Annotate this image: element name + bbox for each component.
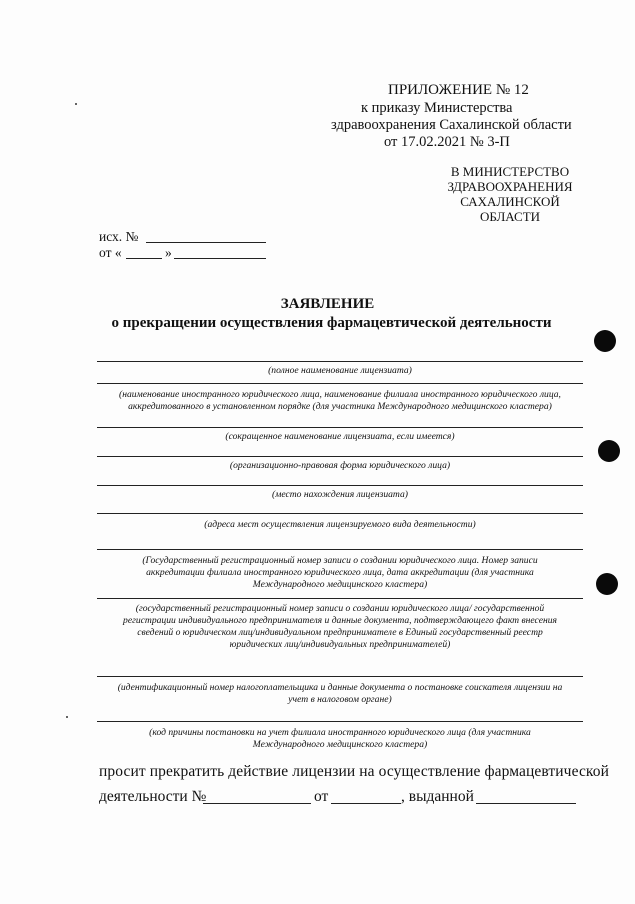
addressee-line: ОБЛАСТИ — [479, 209, 541, 224]
outgoing-month-field[interactable] — [174, 258, 266, 259]
addressee-line: САХАЛИНСКОЙ — [460, 194, 560, 209]
caption-registration-1: (Государственный регистрационный номер записи о создании юридического лица. Номер записи — [142, 555, 538, 566]
license-date-field[interactable] — [331, 803, 401, 804]
order-reference-line2: здравоохранения Сахалинской области — [331, 117, 572, 133]
field-line-legal-form[interactable] — [97, 456, 583, 457]
request-text-line1: просит прекратить действие лицензии на осуществление фармацевтической — [99, 763, 610, 780]
document-subtitle: о прекращении осуществления фармацевтической деятельности — [111, 315, 552, 331]
caption-state-registration-4: юридических лиц/индивидуальных предпринимателей) — [229, 639, 451, 650]
field-line-short-name[interactable] — [97, 427, 583, 428]
request-from-label: от — [314, 788, 329, 805]
order-reference-line3: от 17.02.2021 № 3-П — [384, 134, 510, 150]
field-line-state-registration[interactable] — [97, 598, 583, 599]
scan-speck — [66, 716, 68, 718]
caption-foreign-entity-1: (наименование иностранного юридического лица, наименование филиала иностранного юридического лица, — [119, 389, 561, 400]
addressee-line: ЗДРАВООХРАНЕНИЯ — [447, 179, 573, 194]
outgoing-date-label: от « — [99, 245, 122, 260]
caption-state-registration-2: регистрации индивидуального предпринимателя и данные документа, подтверждающего факт внесения — [123, 615, 557, 626]
request-license-label: деятельности № — [99, 788, 207, 805]
request-issued-label: , выданной — [401, 788, 474, 805]
punch-hole-mark — [598, 440, 620, 462]
field-line-registration-number[interactable] — [97, 549, 583, 550]
field-line-activity-addresses[interactable] — [97, 513, 583, 514]
caption-state-registration-3: сведений о юридическом лиц/индивидуальном предпринимателе в Единый государственный реестр — [137, 627, 543, 638]
caption-short-name: (сокращенное наименование лицензиата, если имеется) — [225, 431, 455, 442]
annex-header — [388, 82, 529, 99]
punch-hole-mark — [596, 573, 618, 595]
punch-hole-mark — [594, 330, 616, 352]
document-title: ЗАЯВЛЕНИЕ — [280, 296, 375, 312]
scan-speck — [75, 103, 77, 105]
outgoing-date-quote: » — [165, 245, 172, 260]
field-line-tax-id[interactable] — [97, 676, 583, 677]
caption-registration-2: аккредитации филиала иностранного юридического лица, дата аккредитации (для участника — [146, 567, 534, 578]
caption-state-registration-1: (государственный регистрационный номер записи о создании юридического лица/ государственной — [135, 603, 545, 614]
license-issuer-field[interactable] — [476, 803, 576, 804]
caption-kpp-code-2: Международного медицинского кластера) — [252, 739, 428, 750]
outgoing-day-field[interactable] — [126, 258, 162, 259]
outgoing-number-label: исх. № — [99, 229, 139, 244]
caption-kpp-code-1: (код причины постановки на учет филиала иностранного юридического лица (для участника — [149, 727, 531, 738]
field-line-location[interactable] — [97, 485, 583, 486]
order-reference-line1: к приказу Министерства — [361, 100, 513, 116]
outgoing-number-field[interactable] — [146, 242, 266, 243]
caption-legal-form: (организационно-правовая форма юридического лица) — [229, 460, 451, 471]
caption-tax-id-1: (идентификационный номер налогоплательщика и данные документа о постановке соискателя лицензии на — [117, 682, 563, 693]
caption-activity-addresses: (адреса мест осуществления лицензируемого вида деятельности) — [204, 519, 476, 530]
caption-foreign-entity-2: аккредитованного в установленном порядке (для участника Международного медицинского кластера) — [128, 401, 552, 412]
caption-location: (место нахождения лицензиата) — [272, 489, 408, 500]
license-number-field[interactable] — [203, 803, 311, 804]
annex-number: ПРИЛОЖЕНИЕ № 12 — [388, 82, 529, 98]
caption-full-name: (полное наименование лицензиата) — [268, 365, 412, 376]
addressee-line: В МИНИСТЕРСТВО — [450, 164, 570, 179]
field-line-full-name[interactable] — [97, 361, 583, 362]
caption-tax-id-2: учет в налоговом органе) — [288, 694, 392, 705]
caption-registration-3: Международного медицинского кластера) — [252, 579, 428, 590]
addressee-block — [445, 164, 575, 224]
field-line-kpp-code[interactable] — [97, 721, 583, 722]
field-line-foreign-entity[interactable] — [97, 383, 583, 384]
